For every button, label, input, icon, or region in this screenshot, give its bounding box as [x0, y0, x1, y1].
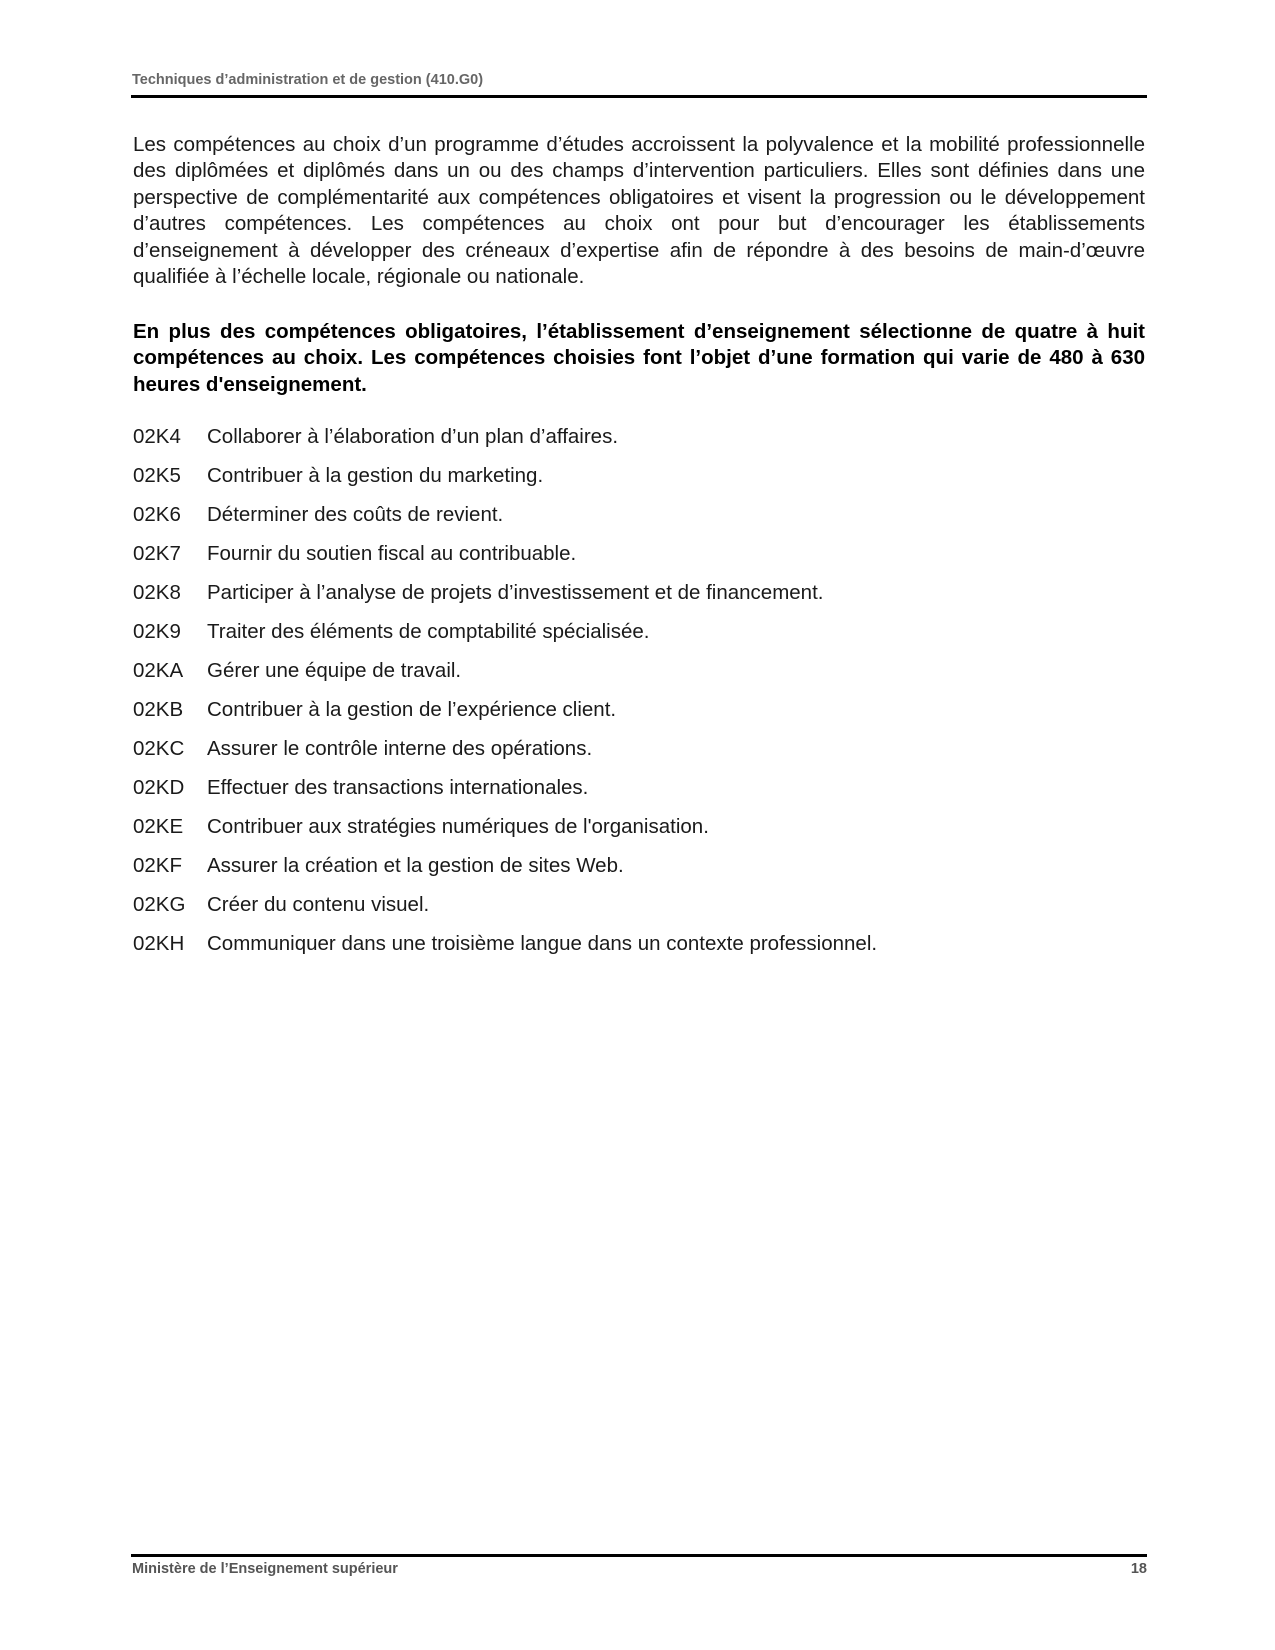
competency-label: Participer à l’analyse de projets d’investissement et de financement. — [207, 581, 824, 604]
competency-item — [133, 619, 1145, 658]
competency-label: Créer du contenu visuel. — [207, 893, 430, 916]
running-header: Techniques d’administration et de gestion (410.G0) — [132, 72, 484, 88]
competency-code: 02K6 — [133, 503, 181, 526]
running-footer — [132, 1561, 1147, 1577]
footer-ministry: Ministère de l’Enseignement supérieur — [132, 1561, 398, 1577]
competency-item — [133, 502, 1145, 541]
competency-code: 02KE — [133, 815, 184, 838]
competency-item — [133, 775, 1145, 814]
competency-item — [133, 580, 1145, 619]
competency-code: 02KG — [133, 893, 186, 916]
competency-label: Fournir du soutien fiscal au contribuable. — [207, 542, 577, 565]
page-number: 18 — [1130, 1561, 1147, 1577]
requirement-paragraph: En plus des compétences obligatoires, l’établissement d’enseignement sélectionne de quatre à huit compétences au choix. Les compétences choisies font l’objet d’une formation qui varie de 480 à 630 heures d'enseignement. — [133, 320, 1145, 396]
intro-paragraph: Les compétences au choix d’un programme d’études accroissent la polyvalence et la mobilité professionnelle des diplômées et diplômés dans un ou des champs d’intervention particuliers. Elles sont définies dans une perspective de complémentarité aux compétences obligatoires et visent la progression ou le développement d’autres compétences. Les compétences au choix ont pour but d’encourager les établissements d’enseignement à développer des créneaux d’expertise afin de répondre à des besoins de main-d’œuvre qualifiée à l’échelle locale, régionale ou nationale. — [133, 133, 1145, 289]
competency-item — [133, 424, 1145, 463]
competency-label: Déterminer des coûts de revient. — [207, 503, 504, 526]
competency-code: 02KA — [133, 659, 184, 682]
footer-rule — [131, 1554, 1147, 1557]
competency-label: Contribuer aux stratégies numériques de l'organisation. — [207, 815, 709, 838]
competency-item — [133, 931, 1145, 970]
competency-code: 02KB — [133, 698, 184, 721]
competency-list — [133, 424, 1145, 970]
competency-item — [133, 697, 1145, 736]
competency-label: Communiquer dans une troisième langue dans un contexte professionnel. — [207, 932, 878, 955]
competency-label: Traiter des éléments de comptabilité spécialisée. — [207, 620, 650, 643]
competency-code: 02K4 — [133, 425, 181, 448]
competency-label: Assurer la création et la gestion de sites Web. — [207, 854, 624, 877]
competency-code: 02KC — [133, 737, 185, 760]
competency-code: 02K8 — [133, 581, 181, 604]
competency-item — [133, 736, 1145, 775]
header-rule — [131, 95, 1147, 98]
competency-item — [133, 463, 1145, 502]
competency-code: 02KH — [133, 932, 185, 955]
competency-label: Contribuer à la gestion du marketing. — [207, 464, 544, 487]
competency-label: Gérer une équipe de travail. — [207, 659, 462, 682]
competency-label: Effectuer des transactions internationales. — [207, 776, 589, 799]
competency-item — [133, 814, 1145, 853]
competency-item — [133, 658, 1145, 697]
competency-label: Contribuer à la gestion de l’expérience client. — [207, 698, 617, 721]
competency-code: 02KD — [133, 776, 185, 799]
competency-code: 02K7 — [133, 542, 181, 565]
competency-label: Collaborer à l’élaboration d’un plan d’affaires. — [207, 425, 619, 448]
competency-code: 02K9 — [133, 620, 181, 643]
competency-item — [133, 853, 1145, 892]
competency-item — [133, 541, 1145, 580]
competency-label: Assurer le contrôle interne des opérations. — [207, 737, 593, 760]
competency-item — [133, 892, 1145, 931]
competency-code: 02KF — [133, 854, 182, 877]
competency-code: 02K5 — [133, 464, 181, 487]
